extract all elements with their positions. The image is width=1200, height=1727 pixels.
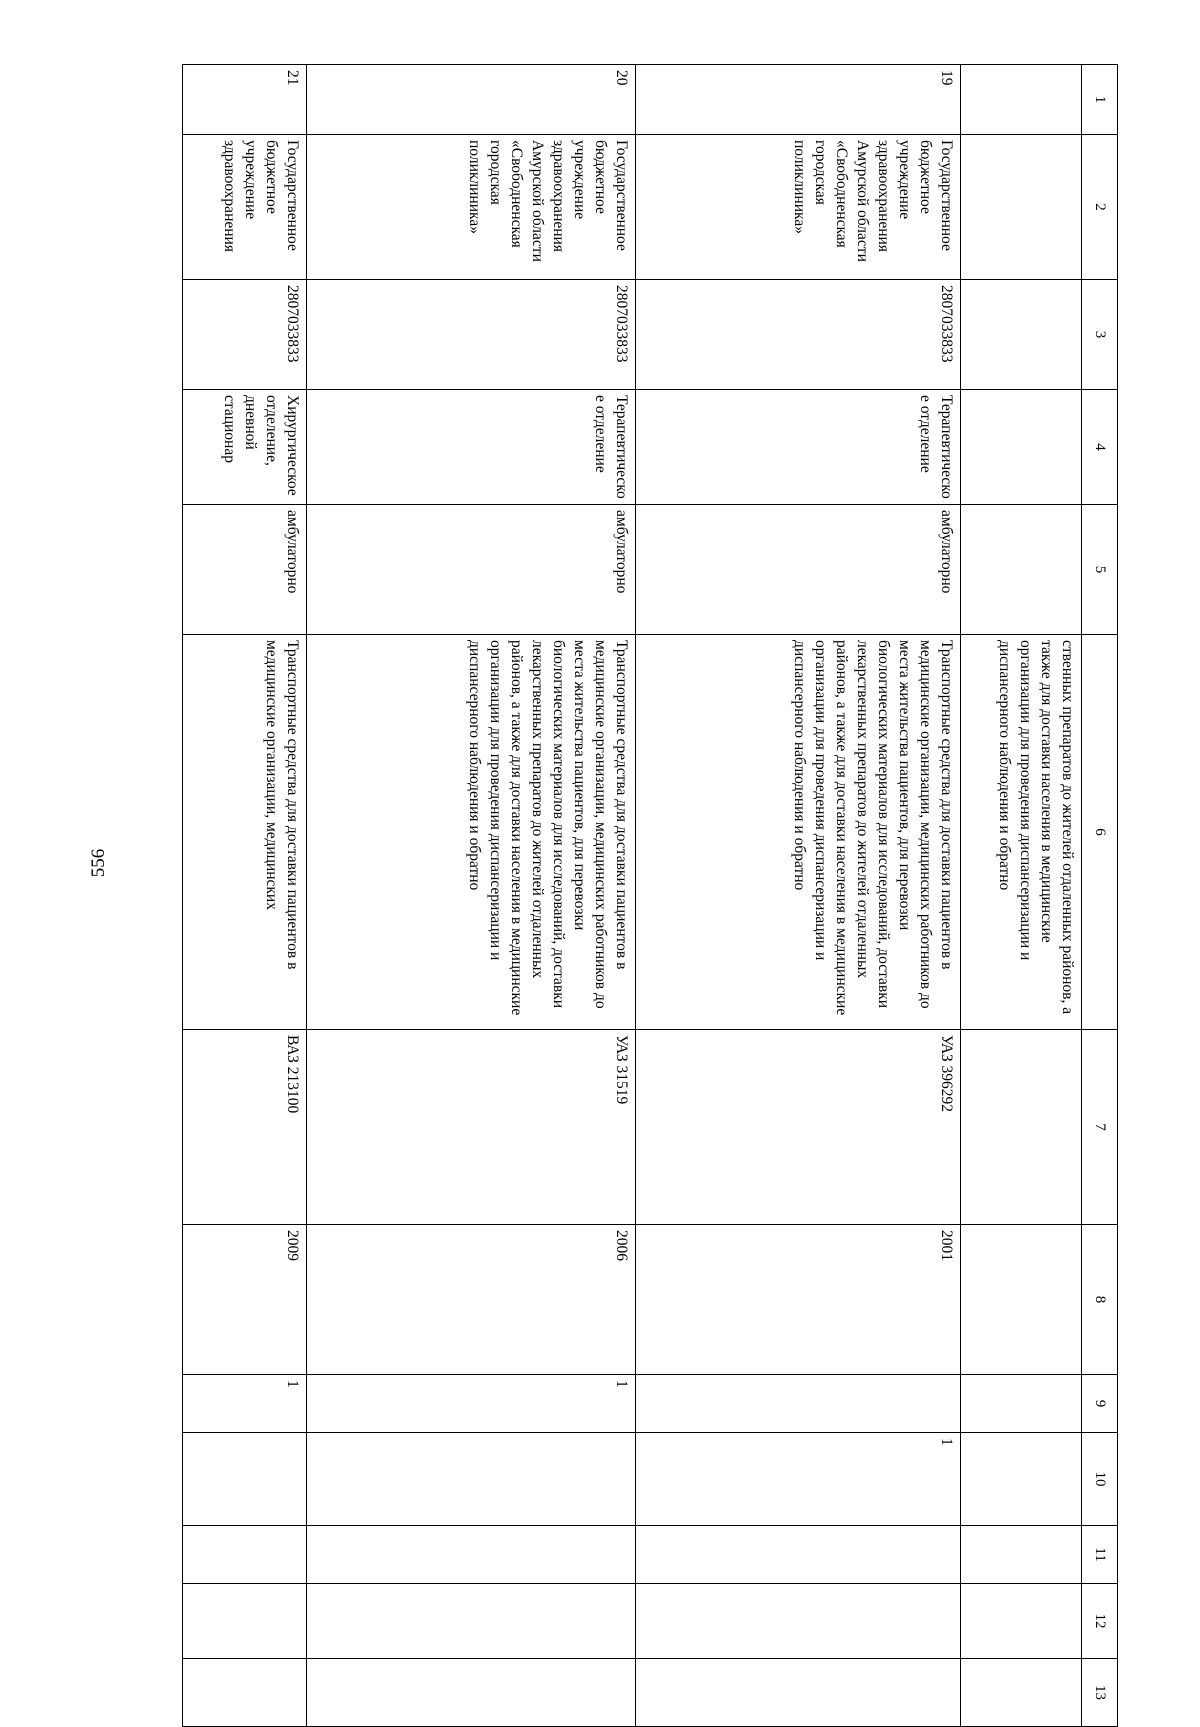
cell-vehicle-purpose: Транспортные средства для доставки пациентов в медицинские организации, медицинских — [183, 635, 307, 1030]
cell-care-type — [961, 505, 1082, 635]
cell-col9 — [636, 1375, 961, 1433]
cell-year: 2009 — [183, 1225, 307, 1375]
column-number-13: 13 — [1081, 1659, 1117, 1727]
cell-col11 — [307, 1526, 636, 1584]
cell-col10 — [307, 1433, 636, 1526]
column-number-8: 8 — [1081, 1225, 1117, 1375]
cell-number: 20 — [307, 65, 636, 135]
cell-inn: 2807033833 — [636, 280, 961, 390]
cell-col10 — [961, 1433, 1082, 1526]
column-number-12: 12 — [1081, 1584, 1117, 1659]
cell-vehicle-model: УАЗ 31519 — [307, 1030, 636, 1225]
column-number-4: 4 — [1081, 390, 1117, 505]
cell-col13 — [636, 1659, 961, 1727]
column-number-11: 11 — [1081, 1526, 1117, 1584]
cell-department — [961, 390, 1082, 505]
cell-vehicle-model — [961, 1030, 1082, 1225]
cell-vehicle-purpose: Транспортные средства для доставки пациентов в медицинские организации, медицинских работников до места жительства пациентов, для перевозки биологических материалов для исследований, доставки лекарственных препаратов до жителей отдаленных районов, а также для доставки населения в медицинские организации для проведения диспансеризации и диспансерного наблюдения и обратно — [307, 635, 636, 1030]
table-row — [307, 65, 636, 1727]
column-number-3: 3 — [1081, 280, 1117, 390]
table-row — [183, 65, 307, 1727]
column-number-9: 9 — [1081, 1375, 1117, 1433]
cell-inn: 2807033833 — [307, 280, 636, 390]
cell-vehicle-purpose: Транспортные средства для доставки пациентов в медицинские организации, медицинских работников до места жительства пациентов, для перевозки биологических материалов для исследований, доставки лекарственных препаратов до жителей отдаленных районов, а также для доставки населения в медицинские организации для проведения диспансеризации и диспансерного наблюдения и обратно — [636, 635, 961, 1030]
cell-col11 — [961, 1526, 1082, 1584]
cell-department: Терапевтическое отделение — [307, 390, 636, 505]
table-row — [636, 65, 961, 1727]
cell-year: 2006 — [307, 1225, 636, 1375]
cell-inn: 2807033833 — [183, 280, 307, 390]
column-number-1: 1 — [1081, 65, 1117, 135]
cell-care-type: амбулаторно — [183, 505, 307, 635]
cell-care-type: амбулаторно — [636, 505, 961, 635]
cell-col13 — [183, 1659, 307, 1727]
cell-organization: Государственное бюджетное учреждение здравоохранения Амурской области «Свободненская городская поликлиника» — [307, 135, 636, 280]
column-number-5: 5 — [1081, 505, 1117, 635]
column-number-6: 6 — [1081, 635, 1117, 1030]
cell-number — [961, 65, 1082, 135]
cell-year: 2001 — [636, 1225, 961, 1375]
page-number: 556 — [88, 848, 109, 878]
cell-organization: Государственное бюджетное учреждение здравоохранения Амурской области «Свободненская городская поликлиника» — [636, 135, 961, 280]
column-number-10: 10 — [1081, 1433, 1117, 1526]
column-number-2: 2 — [1081, 135, 1117, 280]
cell-col12 — [307, 1584, 636, 1659]
cell-col12 — [183, 1584, 307, 1659]
cell-vehicle-model: УАЗ 396292 — [636, 1030, 961, 1225]
cell-col10: 1 — [636, 1433, 961, 1526]
cell-col9: 1 — [307, 1375, 636, 1433]
cell-col13 — [961, 1659, 1082, 1727]
rotated-page-content — [182, 64, 1118, 1700]
cell-col13 — [307, 1659, 636, 1727]
cell-col9 — [961, 1375, 1082, 1433]
cell-col12 — [636, 1584, 961, 1659]
vehicles-table — [182, 64, 1118, 1727]
cell-vehicle-purpose: ственных препаратов до жителей отдаленных районов, а также для доставки населения в медицинские организации для проведения диспансеризации и диспансерного наблюдения и обратно — [961, 635, 1082, 1030]
cell-number: 21 — [183, 65, 307, 135]
cell-col12 — [961, 1584, 1082, 1659]
cell-number: 19 — [636, 65, 961, 135]
cell-vehicle-model: ВАЗ 213100 — [183, 1030, 307, 1225]
cell-department: Хирургическое отделение, дневной стационар — [183, 390, 307, 505]
table-row-continuation — [961, 65, 1082, 1727]
cell-col9: 1 — [183, 1375, 307, 1433]
cell-col11 — [636, 1526, 961, 1584]
cell-department: Терапевтическое отделение — [636, 390, 961, 505]
cell-organization — [961, 135, 1082, 280]
cell-year — [961, 1225, 1082, 1375]
cell-organization: Государственное бюджетное учреждение здравоохранения — [183, 135, 307, 280]
cell-col11 — [183, 1526, 307, 1584]
column-number-7: 7 — [1081, 1030, 1117, 1225]
header-row — [1081, 65, 1117, 1727]
cell-col10 — [183, 1433, 307, 1526]
cell-inn — [961, 280, 1082, 390]
cell-care-type: амбулаторно — [307, 505, 636, 635]
